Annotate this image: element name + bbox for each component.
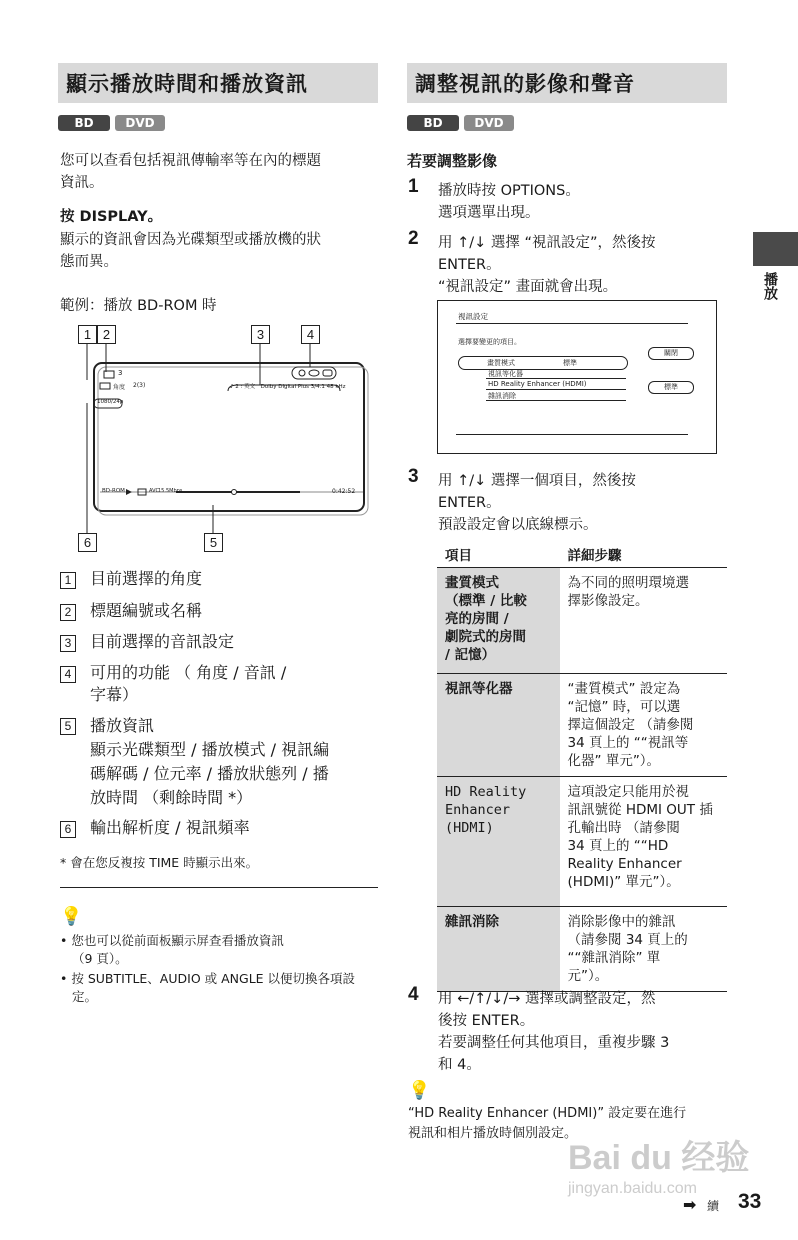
table-header-row — [437, 541, 727, 568]
legend-num-6: 6 — [60, 821, 76, 838]
dialog-bottom-rule — [456, 434, 688, 435]
legend-item-5: 播放資訊 顯示光碟類型 / 播放模式 / 視訊編 碼解碼 / 位元率 / 播放狀態列 / 播 放時間 （剩餘時間 *） — [90, 716, 330, 807]
callout-1: 1 — [78, 325, 97, 344]
legend-num-4: 4 — [60, 666, 76, 683]
dialog-option-rule-2 — [486, 389, 626, 390]
dialog-option-equalizer[interactable]: 視訊等化器 — [488, 370, 523, 378]
dialog-prompt: 選擇要變更的項目。 — [458, 338, 521, 346]
side-section-tab — [753, 232, 798, 266]
callout-4: 4 — [301, 325, 320, 344]
table-cell-item: 視訊等化器 — [437, 674, 560, 777]
legend-num-2: 2 — [60, 604, 76, 621]
dialog-option-noise[interactable]: 雜訊消除 — [488, 392, 516, 400]
audio-info: ♪ 2 : 英文 Dolby Digital Plus 3/4.1 48 kHz — [230, 384, 346, 390]
side-tab-label: 播放 — [762, 272, 778, 300]
bd-badge: BD — [58, 115, 110, 131]
press-display: 按 DISPLAY。 — [60, 209, 163, 225]
dialog-title-rule — [456, 323, 688, 324]
continue-arrow-icon: ➡ — [683, 1195, 697, 1214]
legend-item-1: 目前選擇的角度 — [90, 569, 203, 588]
tip-icon-right: 💡 — [408, 1080, 431, 1101]
callout-5: 5 — [204, 533, 223, 552]
footnote-divider — [60, 887, 378, 888]
table-row — [437, 568, 727, 674]
time-info: 0:42:52 — [332, 488, 356, 495]
legend-item-6: 輸出解析度 / 視訊頻率 — [90, 818, 250, 837]
codec-info: AVC — [149, 488, 160, 494]
step-4-text: 用 ←/↑/↓/→ 選擇或調整設定，然 後按 ENTER。 若要調整任何其他項目，重複步驟 3 和 4。 — [438, 991, 670, 1073]
angle-value: 2(3) — [133, 382, 146, 389]
table-cell-item: HD Reality Enhancer (HDMI) — [437, 777, 560, 907]
step-3-text: 用 ↑/↓ 選擇一個項目，然後按 ENTER。 預設設定會以底線標示。 — [438, 473, 636, 533]
left-intro: 您可以查看包括視訊傳輸率等在內的標題 資訊。 — [60, 153, 321, 191]
dialog-standard-button[interactable]: 標準 — [648, 381, 694, 394]
step-2-num: 2 — [408, 228, 419, 249]
bd-badge-right: BD — [407, 115, 459, 131]
dialog-option-hdre[interactable]: HD Reality Enhancer (HDMI) — [488, 380, 587, 388]
legend-item-4: 可用的功能 （ 角度 / 音訊 / 字幕） — [90, 663, 287, 704]
table-cell-desc: 為不同的照明環境選 擇影像設定。 — [560, 568, 727, 674]
watermark-url: jingyan.baidu.com — [568, 1180, 697, 1197]
callout-3: 3 — [251, 325, 270, 344]
legend-num-5: 5 — [60, 718, 76, 735]
tip-icon: 💡 — [60, 906, 83, 927]
step-1-num: 1 — [408, 176, 419, 197]
table-row — [437, 674, 727, 777]
table-header-item: 項目 — [437, 541, 560, 568]
press-display-desc: 顯示的資訊會因為光碟類型或播放機的狀 態而異。 — [60, 232, 321, 270]
bitrate-info: 15.5Mbps — [158, 488, 183, 494]
subtitle-adjust-picture: 若要調整影像 — [407, 152, 498, 170]
left-section-title: 顯示播放時間和播放資訊 — [58, 63, 378, 103]
legend-num-1: 1 — [60, 572, 76, 589]
dialog-option-rule — [486, 378, 626, 379]
table-cell-desc: 這項設定只能用於視 訊訊號從 HDMI OUT 插 孔輸出時 （請參閱 34 頁上的 ““HD Reality Enhancer (HDMI)” 單元”）。 — [560, 777, 727, 907]
legend-item-2: 標題編號或名稱 — [90, 601, 203, 620]
resolution-info: 1080/24p — [97, 399, 124, 405]
legend-item-3: 目前選擇的音訊設定 — [90, 632, 235, 651]
tip-item-2: • 按 SUBTITLE、AUDIO 或 ANGLE 以便切換各項設 定。 — [60, 971, 356, 1004]
table-cell-item: 雜訊消除 — [437, 907, 560, 992]
settings-table — [437, 541, 727, 992]
table-row — [437, 777, 727, 907]
example-label: 範例：播放 BD-ROM 時 — [60, 298, 217, 314]
footnote: * 會在您反複按 TIME 時顯示出來。 — [60, 855, 259, 870]
dialog-option-rule-3 — [486, 400, 626, 401]
chapter-number: 3 — [118, 369, 123, 377]
dvd-badge: DVD — [115, 115, 165, 131]
step-2-text: 用 ↑/↓ 選擇 “視訊設定”，然後按 ENTER。 “視訊設定” 畫面就會出現。 — [438, 235, 656, 295]
tip-text-right: “HD Reality Enhancer (HDMI)” 設定要在進行 視訊和相片播放時個別設定。 — [408, 1106, 687, 1141]
callout-2: 2 — [97, 325, 116, 344]
right-section-title: 調整視訊的影像和聲音 — [407, 63, 727, 103]
dvd-badge-right: DVD — [464, 115, 514, 131]
dialog-option-picture-mode[interactable] — [458, 356, 628, 370]
disc-type: BD-ROM — [102, 488, 125, 494]
dialog-title: 視訊設定 — [458, 312, 488, 321]
step-1-text: 播放時按 OPTIONS。 選項選單出現。 — [438, 183, 580, 221]
table-header-desc: 詳細步驟 — [560, 541, 727, 568]
legend-num-3: 3 — [60, 635, 76, 652]
table-cell-item: 畫質模式 （標準 / 比較 亮的房間 / 劇院式的房間 / 記憶） — [437, 568, 560, 674]
page-number: 33 — [738, 1190, 762, 1213]
option-label: 畫質模式 — [487, 359, 515, 367]
table-cell-desc: 消除影像中的雜訊 （請參閱 34 頁上的 ““雜訊消除” 單 元”）。 — [560, 907, 727, 992]
video-settings-dialog — [437, 300, 717, 454]
table-cell-desc: “畫質模式” 設定為 “記憶” 時，可以選 擇這個設定 （請參閱 34 頁上的 ““視訊等 化器” 單元”）。 — [560, 674, 727, 777]
table-row — [437, 907, 727, 992]
dialog-close-button[interactable]: 關閉 — [648, 347, 694, 360]
step-4-num: 4 — [408, 984, 419, 1005]
continue-label: 續 — [707, 1199, 720, 1213]
angle-label: 角度 — [113, 384, 126, 391]
display-diagram — [78, 325, 378, 555]
option-value: 標準 — [563, 359, 577, 367]
watermark-logo: Bai du 经验 — [568, 1139, 750, 1177]
step-3-num: 3 — [408, 466, 419, 487]
callout-6: 6 — [78, 533, 97, 552]
tip-item-1: • 您也可以從前面板顯示屏查看播放資訊 （9 頁）。 — [60, 933, 284, 966]
